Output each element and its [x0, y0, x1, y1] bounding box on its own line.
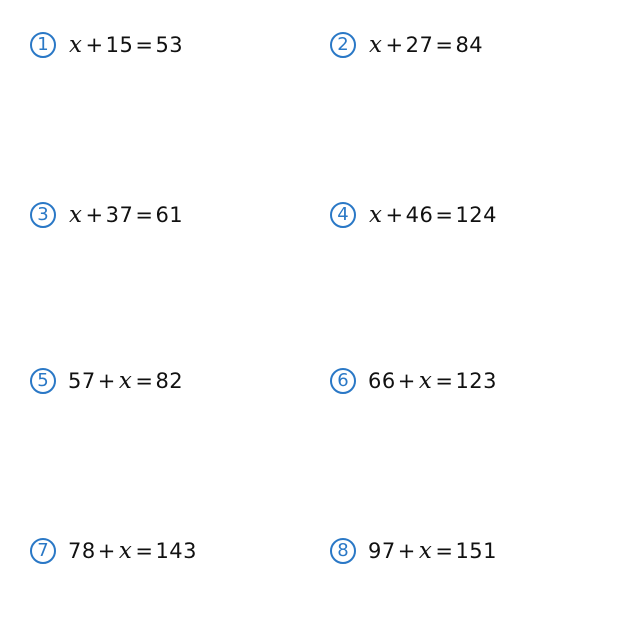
variable-x: x — [69, 202, 83, 228]
problem-7 — [30, 534, 197, 568]
problem-number-badge: 5 — [30, 368, 56, 394]
operand: 46 — [405, 203, 434, 227]
equation — [368, 32, 483, 58]
problem-number-badge: 3 — [30, 202, 56, 228]
variable-x: x — [369, 202, 383, 228]
equation — [68, 538, 197, 564]
equation — [68, 32, 183, 58]
operand: 66 — [368, 369, 396, 393]
variable-x: x — [418, 368, 433, 394]
operand: 97 — [368, 539, 396, 563]
problem-3 — [30, 198, 183, 232]
equals-sign: = — [435, 369, 454, 393]
variable-x: x — [118, 368, 133, 394]
problem-number-badge: 2 — [330, 32, 356, 58]
equals-sign: = — [135, 33, 154, 57]
problem-number-badge: 1 — [30, 32, 56, 58]
plus-sign: + — [385, 33, 404, 57]
equation — [368, 368, 497, 394]
equation — [68, 202, 183, 228]
equals-sign: = — [135, 203, 154, 227]
equals-sign: = — [435, 33, 454, 57]
operand: 27 — [405, 33, 434, 57]
plus-sign: + — [97, 539, 116, 563]
problem-5 — [30, 364, 183, 398]
result: 84 — [455, 33, 484, 57]
operand: 57 — [68, 369, 96, 393]
cropped-instruction-line — [0, 0, 640, 4]
problem-8 — [330, 534, 497, 568]
plus-sign: + — [85, 33, 104, 57]
plus-sign: + — [385, 203, 404, 227]
problem-6 — [330, 364, 497, 398]
result: 151 — [455, 539, 498, 563]
result: 123 — [455, 369, 498, 393]
variable-x: x — [69, 32, 83, 58]
plus-sign: + — [97, 369, 116, 393]
result: 53 — [155, 33, 184, 57]
equation — [68, 368, 183, 394]
variable-x: x — [369, 32, 383, 58]
variable-x: x — [418, 538, 433, 564]
problem-number-badge: 6 — [330, 368, 356, 394]
equals-sign: = — [135, 369, 154, 393]
equals-sign: = — [435, 539, 454, 563]
equation — [368, 202, 497, 228]
plus-sign: + — [397, 369, 416, 393]
plus-sign: + — [85, 203, 104, 227]
result: 82 — [155, 369, 184, 393]
equals-sign: = — [435, 203, 454, 227]
result: 61 — [155, 203, 184, 227]
problem-2 — [330, 28, 483, 62]
equation — [368, 538, 497, 564]
operand: 15 — [105, 33, 134, 57]
operand: 78 — [68, 539, 96, 563]
operand: 37 — [105, 203, 134, 227]
plus-sign: + — [397, 539, 416, 563]
result: 143 — [155, 539, 198, 563]
problem-number-badge: 4 — [330, 202, 356, 228]
problem-number-badge: 7 — [30, 538, 56, 564]
problem-1 — [30, 28, 183, 62]
problem-4 — [330, 198, 497, 232]
equals-sign: = — [135, 539, 154, 563]
problem-number-badge: 8 — [330, 538, 356, 564]
variable-x: x — [118, 538, 133, 564]
result: 124 — [455, 203, 498, 227]
